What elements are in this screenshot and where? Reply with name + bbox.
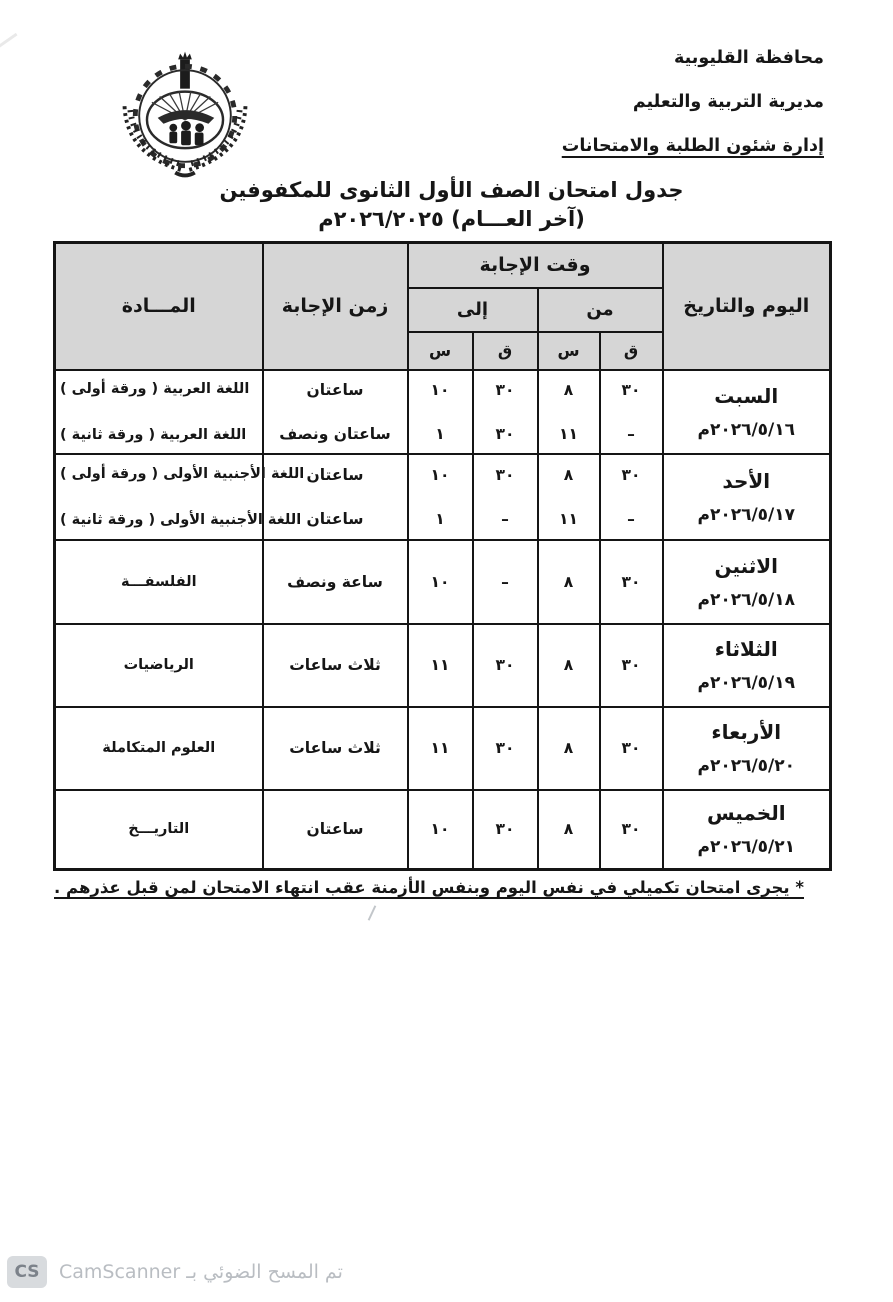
to-minutes-cell: ٣٠ – bbox=[474, 454, 539, 540]
header-to-hours: س bbox=[409, 332, 474, 370]
from-minutes-cell: ٣٠ – bbox=[601, 370, 664, 454]
table-row-tuesday bbox=[56, 624, 832, 707]
from-hours-cell: ٨ bbox=[539, 707, 601, 790]
ministry-of-education-logo bbox=[108, 44, 264, 186]
to-hours-cell: ١١ bbox=[409, 707, 474, 790]
camscanner-logo-icon: CS bbox=[8, 1256, 48, 1288]
day-date: ٢٠٢٦/٥/١٩م bbox=[698, 673, 797, 693]
from-minutes-cell: ٣٠ bbox=[601, 707, 664, 790]
duration-cell: ساعتان ساعتان bbox=[264, 454, 409, 540]
subject-cell: الفلسفـــة bbox=[56, 540, 264, 624]
day-date: ٢٠٢٦/٥/٢١م bbox=[698, 837, 797, 858]
header-from: من bbox=[539, 288, 664, 332]
duration-cell: ساعتان bbox=[264, 790, 409, 870]
day-date-cell bbox=[664, 454, 832, 540]
from-minutes-cell: ٣٠ bbox=[601, 540, 664, 624]
camscanner-caption: تم المسح الضوئي بـ CamScanner bbox=[60, 1261, 344, 1283]
day-date: ٢٠٢٦/٥/١٦م bbox=[698, 419, 797, 440]
header-subject: المـــادة bbox=[56, 243, 264, 370]
day-name: الأحد bbox=[723, 468, 772, 493]
from-hours-cell: ٨ ١١ bbox=[539, 370, 601, 454]
ministry-emblem-icon bbox=[108, 44, 264, 186]
day-name: الثلاثاء bbox=[715, 637, 779, 661]
document-title bbox=[6, 176, 893, 234]
subject-cell: اللغة الأجنبية الأولى ( ورقة أولى ) اللغة الأجنبية الأولى ( ورقة ثانية ) bbox=[56, 454, 264, 540]
subject-cell: التاريـــخ bbox=[56, 790, 264, 870]
from-minutes-cell: ٣٠ bbox=[601, 624, 664, 707]
header-to-minutes: ق bbox=[474, 332, 539, 370]
day-date-cell bbox=[664, 624, 832, 707]
from-hours-cell: ٨ ١١ bbox=[539, 454, 601, 540]
to-hours-cell: ١٠ bbox=[409, 790, 474, 870]
day-date-cell bbox=[664, 707, 832, 790]
duration-cell: ساعة ونصف bbox=[264, 540, 409, 624]
day-name: الأربعاء bbox=[712, 720, 783, 744]
to-hours-cell: ١٠ ١ bbox=[409, 370, 474, 454]
day-date-cell bbox=[664, 790, 832, 870]
day-name: الاثنين bbox=[715, 553, 780, 578]
from-hours-cell: ٨ bbox=[539, 624, 601, 707]
footnote-supplementary-exam: * يجرى امتحان تكميلي في نفس اليوم وبنفس الأزمنة عقب انتهاء الامتحان لمن قبل عذرهم . bbox=[55, 878, 805, 897]
subject-cell: الرياضيات bbox=[56, 624, 264, 707]
from-minutes-cell: ٣٠ bbox=[601, 790, 664, 870]
day-date: ٢٠٢٦/٥/١٨م bbox=[698, 589, 797, 610]
subject-cell: العلوم المتكاملة bbox=[56, 707, 264, 790]
table-row-monday bbox=[56, 540, 832, 624]
duration-cell: ثلاث ساعات bbox=[264, 707, 409, 790]
day-date-cell bbox=[664, 370, 832, 454]
scan-artifact-corner bbox=[0, 33, 19, 50]
day-date: ٢٠٢٦/٥/٢٠م bbox=[698, 756, 797, 776]
day-date-cell bbox=[664, 540, 832, 624]
to-minutes-cell: – bbox=[474, 540, 539, 624]
subject-cell: اللغة العربية ( ورقة أولى ) اللغة العربية ( ورقة ثانية ) bbox=[56, 370, 264, 454]
day-name: السبت bbox=[715, 383, 780, 408]
to-minutes-cell: ٣٠ bbox=[474, 707, 539, 790]
header-answer-time: وقت الإجابة bbox=[409, 243, 664, 288]
header-from-minutes: ق bbox=[601, 332, 664, 370]
duration-cell: ثلاث ساعات bbox=[264, 624, 409, 707]
table-row-saturday bbox=[56, 370, 832, 454]
org-governorate: محافظة القليوبية bbox=[675, 48, 825, 68]
title-line-1: جدول امتحان الصف الأول الثانوى للمكفوفين bbox=[220, 178, 685, 202]
header-from-hours: س bbox=[539, 332, 601, 370]
from-minutes-cell: ٣٠ – bbox=[601, 454, 664, 540]
to-minutes-cell: ٣٠ bbox=[474, 790, 539, 870]
to-minutes-cell: ٣٠ bbox=[474, 624, 539, 707]
table-row-sunday bbox=[56, 454, 832, 540]
scan-artifact-slash bbox=[369, 905, 378, 920]
org-directorate: مديرية التربية والتعليم bbox=[633, 92, 825, 112]
to-hours-cell: ١٠ ١ bbox=[409, 454, 474, 540]
header-day-date: اليوم والتاريخ bbox=[664, 243, 832, 370]
table-row-wednesday bbox=[56, 707, 832, 790]
table-row-thursday bbox=[56, 790, 832, 870]
day-name: الخميس bbox=[707, 801, 787, 826]
from-hours-cell: ٨ bbox=[539, 790, 601, 870]
duration-cell: ساعتان ساعتان ونصف bbox=[264, 370, 409, 454]
to-hours-cell: ١٠ bbox=[409, 540, 474, 624]
from-hours-cell: ٨ bbox=[539, 540, 601, 624]
to-hours-cell: ١١ bbox=[409, 624, 474, 707]
day-date: ٢٠٢٦/٥/١٧م bbox=[698, 504, 797, 525]
header-duration: زمن الإجابة bbox=[264, 243, 409, 370]
camscanner-footer bbox=[8, 1256, 344, 1288]
org-department: إدارة شئون الطلبة والامتحانات bbox=[562, 136, 825, 156]
header-to: إلى bbox=[409, 288, 539, 332]
title-line-2: (آخر العـــام) ٢٠٢٦/٢٠٢٥م bbox=[319, 207, 586, 231]
exam-schedule-table bbox=[54, 241, 833, 871]
to-minutes-cell: ٣٠ ٣٠ bbox=[474, 370, 539, 454]
org-header-block bbox=[563, 48, 825, 180]
